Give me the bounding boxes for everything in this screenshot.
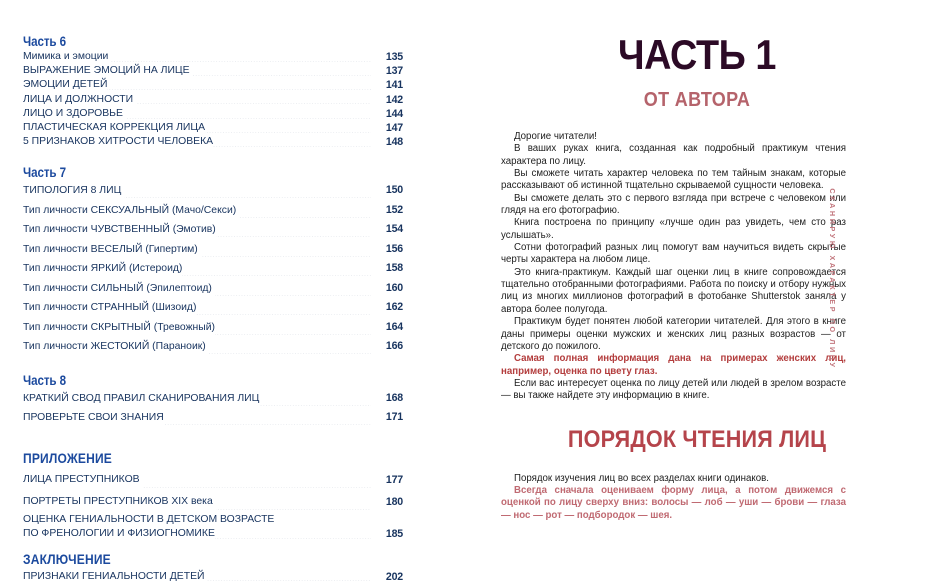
toc-entry-label: ЛИЦО И ЗДОРОВЬЕ [23,107,123,119]
toc-entry-page: 160 [385,281,403,294]
dot-leader [207,580,371,581]
toc-section-heading-part8: Часть 8 [23,372,66,388]
toc-row[interactable] [23,220,403,240]
paragraph: В ваших руках книга, созданная как подробный практикум чтения характера по лицу. [501,143,846,167]
toc-entry-page: 177 [385,473,403,486]
dot-leader [215,334,371,335]
toc-entry-page: 158 [385,262,403,275]
toc-section-heading-part7: Часть 7 [23,165,66,181]
paragraph: Порядок изучения лиц во всех разделах книги одинаков. [514,472,769,484]
toc-row[interactable] [23,135,403,149]
author-foreword-body [501,131,846,403]
toc-entry-label: КРАТКИЙ СВОД ПРАВИЛ СКАНИРОВАНИЯ ЛИЦ [23,392,260,404]
toc-entry-label: Тип личности СКРЫТНЫЙ (Тревожный) [23,321,216,333]
dot-leader [216,509,371,510]
toc-entry-label-line1: ОЦЕНКА ГЕНИАЛЬНОСТИ В ДЕТСКОМ ВОЗРАСТЕ [23,513,275,525]
toc-entry-page: 164 [385,320,403,333]
toc-entry-page: 135 [385,51,403,63]
chapter-opener-page [465,0,929,557]
running-side-title: СКАНИРУЮ ХАРАКТЕР ПО ЛИЦУ [827,187,837,370]
toc-entry-label: 5 ПРИЗНАКОВ ХИТРОСТИ ЧЕЛОВЕКА [23,136,214,148]
toc-section-heading-conclusion: ЗАКЛЮЧЕНИЕ [23,550,111,567]
toc-entry-page: 166 [385,340,403,353]
toc-row[interactable] [23,279,403,299]
toc-row[interactable] [23,491,403,513]
paragraph: Сотни фотографий разных лиц помогут вам научиться видеть скрытые черты характера на любом лице. [501,242,846,266]
dot-leader [213,146,371,147]
dot-leader [239,217,371,218]
toc-row[interactable] [23,181,403,201]
dot-leader [107,89,371,90]
toc-entry-page: 162 [385,301,403,314]
dot-leader [124,197,371,198]
toc-entry-label: Тип личности ЯРКИЙ (Истероид) [23,263,183,275]
dot-leader [216,236,371,237]
toc-entry-label: ЛИЦА ПРЕСТУПНИКОВ [23,473,140,485]
dot-leader [215,295,371,296]
toc-row[interactable] [23,78,403,92]
toc-entry-page: 144 [385,107,403,120]
toc-spacer [23,542,403,551]
toc-row[interactable] [23,389,403,409]
toc-entry-page: 202 [385,570,403,583]
paragraph: Если вас интересует оценка по лицу детей или людей в зрелом возрасте — вы также найдете эту информацию в книге. [501,377,846,402]
dot-leader [164,424,371,425]
dot-leader [136,103,371,104]
toc-row[interactable] [23,337,403,357]
toc-row[interactable] [23,259,403,279]
toc-entry-page: 185 [385,528,403,541]
toc-entry-page: 148 [385,136,403,149]
paragraph: Книга построена по принципу «лучше один раз увидеть, чем сто раз услышать». [501,217,846,241]
toc-row[interactable] [23,318,403,338]
chapter-title: ЧАСТЬ 1 [618,31,776,78]
toc-row[interactable] [23,240,403,260]
dot-leader [201,256,371,257]
toc-row[interactable] [23,570,403,584]
dot-leader [126,118,371,119]
dot-leader [193,75,371,76]
toc-entry-label: ПОРТРЕТЫ ПРЕСТУПНИКОВ XIX века [23,495,213,507]
dot-leader [259,405,371,406]
toc-row[interactable] [23,93,403,107]
section-title: ПОРЯДОК ЧТЕНИЯ ЛИЦ [567,425,827,453]
toc-entry-page: 180 [385,495,403,508]
toc-entry-label: Тип личности ВЕСЕЛЫЙ (Гипертим) [23,243,198,255]
paragraph: Вы сможете делать это с первого взгляда при встрече с человеком или глядя на его фотографию. [501,192,846,217]
toc-spacer [23,428,403,450]
paragraph: Вы сможете читать характер человека по тем тайным знакам, которые рассказывают об истинной тщательно скрываемой сущности человека. [501,168,846,192]
toc-entry-page: 152 [385,203,403,216]
toc-entry-label: ПО ФРЕНОЛОГИИ И ФИЗИОГНОМИКЕ [23,528,215,540]
toc-entry-label: Тип личности СИЛЬНЫЙ (Эпилептоид) [23,282,212,294]
toc-list [23,34,403,584]
toc-entry-label: ЭМОЦИИ ДЕТЕЙ [23,79,108,91]
toc-row[interactable] [23,298,403,318]
dot-leader [205,132,371,133]
dot-leader [111,61,371,62]
toc-entry-page: 154 [385,223,403,236]
toc-entry-label: Тип личности СЕКСУАЛЬНЫЙ (Мачо/Секси) [23,204,237,216]
toc-row[interactable] [23,408,403,428]
paragraph: Практикум будет понятен любой категории читателей. Для этого в книге даны примеры оценки мужских и женских лиц разных возрастов — от детского до пожилого. [501,316,846,352]
dot-leader [182,275,371,276]
paragraph: Дорогие читатели! [514,131,597,142]
toc-entry-label: ЛИЦА И ДОЛЖНОСТИ [23,93,134,105]
toc-row[interactable] [23,121,403,135]
toc-entry-page: 141 [385,79,403,92]
toc-entry-label: Тип личности ЖЕСТОКИЙ (Параноик) [23,341,206,353]
paragraph-highlighted: Всегда сначала оцениваем форму лица, а потом движемся с оценкой по лицу сверху вниз: волосы — лоб — уши — брови — глаза — нос — рот — подбородок — шея. [501,484,846,521]
toc-row[interactable] [23,201,403,221]
toc-section-heading-appendix: ПРИЛОЖЕНИЕ [23,449,113,466]
dot-leader [209,353,371,354]
toc-entry-page: 171 [385,411,403,424]
paragraph: Это книга-практикум. Каждый шаг оценки лиц в книге сопровождается тщательно отобранными фотографиями. Работа по поиску и отбору нужных лиц из многих миллионов фотографий в фотобанке Shutterstok заняла у автора более полугода. [501,266,846,315]
toc-entry-label: ПРИЗНАКИ ГЕНИАЛЬНОСТИ ДЕТЕЙ [23,570,205,582]
dot-leader [196,314,371,315]
toc-entry-label: ТИПОЛОГИЯ 8 ЛИЦ [23,185,122,197]
toc-row[interactable] [23,107,403,121]
toc-entry-label: ВЫРАЖЕНИЕ ЭМОЦИЙ НА ЛИЦЕ [23,65,190,77]
toc-entry-label: Мимика и эмоции [23,51,109,62]
toc-entry-label: Тип личности ЧУВСТВЕННЫЙ (Эмотив) [23,224,216,236]
toc-row[interactable] [23,64,403,78]
toc-row[interactable] [23,50,403,64]
toc-entry-page: 142 [385,93,403,106]
toc-entry-label: ПЛАСТИЧЕСКАЯ КОРРЕКЦИЯ ЛИЦА [23,122,206,134]
toc-row[interactable] [23,469,403,491]
table-of-contents-page [0,0,465,583]
dot-leader [215,538,371,539]
toc-entry-page: 168 [385,391,403,404]
toc-entry-page: 156 [385,242,403,255]
toc-section-heading-part6: Часть 6 [23,34,66,49]
reading-order-body [501,473,846,522]
paragraph-highlighted: Самая полная информация дана на примерах женских лиц, например, оценка по цвету глаз. [501,353,846,377]
toc-entry-label: ПРОВЕРЬТЕ СВОИ ЗНАНИЯ [23,412,164,424]
dot-leader [143,487,371,488]
toc-entry-label: Тип личности СТРАННЫЙ (Шизоид) [23,302,197,314]
toc-row[interactable] [23,527,403,541]
toc-entry-page: 137 [385,65,403,78]
chapter-subtitle: ОТ АВТОРА [643,89,751,111]
toc-entry-page: 147 [385,122,403,135]
toc-entry-page: 150 [385,184,403,197]
